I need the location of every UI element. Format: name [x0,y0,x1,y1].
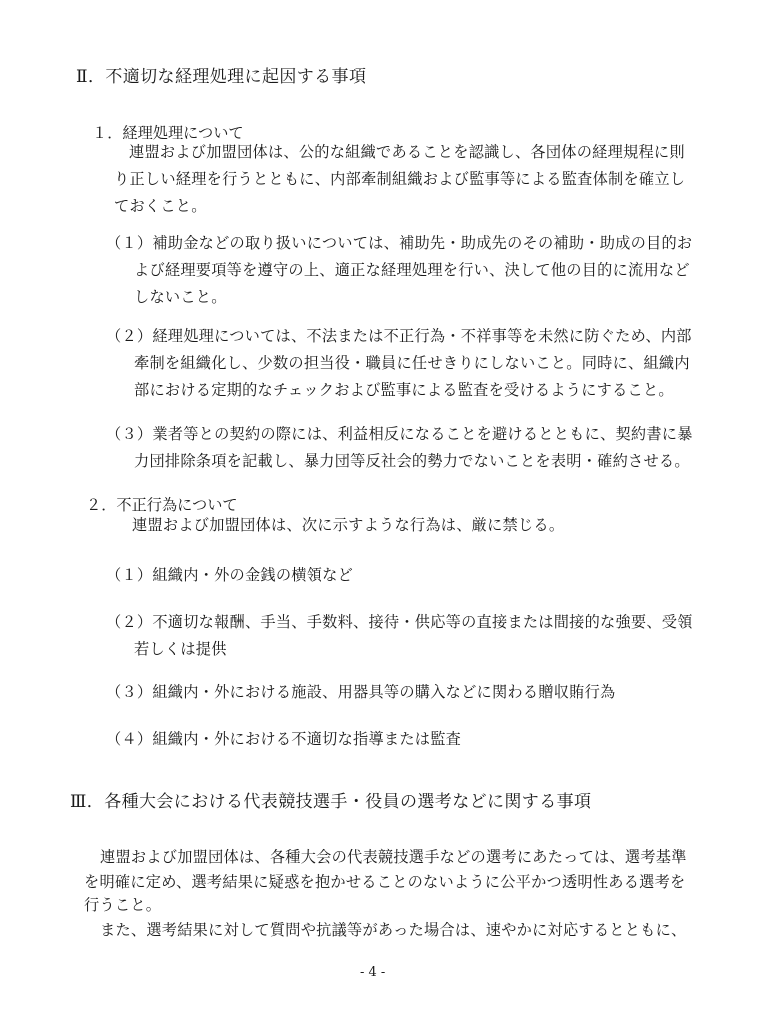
text-line: 連盟および加盟団体は、各種大会の代表競技選手などの選考にあたっては、選考基準 [100,848,687,866]
text-line: よび経理要項等を遵守の上、適正な経理処理を行い、決して他の目的に流用など [134,261,690,279]
text-line: 若しくは提供 [134,640,227,658]
page-number: - 4 - [360,965,386,980]
item-1-sub-1 [106,230,692,311]
item-1-body [114,139,685,220]
text-line: （２）不適切な報酬、手当、手数料、接待・供応等の直接または間接的な強要、受領 [106,613,693,631]
item-2-body [132,512,564,539]
text-line: また、選考結果に対して質問や抗議等があった場合は、速やかに対応するとともに、 [100,921,687,939]
text-line: 部における定期的なチェックおよび監事による監査を受けるようにすること。 [134,381,674,399]
text-line: （１）補助金などの取り扱いについては、補助先・助成先のその補助・助成の目的お [106,234,693,252]
text-line: 行うこと。 [84,896,162,914]
item-2-sub-3 [106,679,615,706]
section-2-title: Ⅱ．不適切な経理処理に起因する事項 [76,67,367,87]
item-1-title: １．経理処理について [92,124,244,142]
item-2-sub-4 [106,726,461,753]
item-1-sub-3 [106,421,693,475]
item-1-sub-2 [106,323,692,404]
text-line: （４）組織内・外における不適切な指導または監査 [106,730,462,748]
text-line: 連盟および加盟団体は、次に示すような行為は、厳に禁じる。 [132,516,565,534]
item-2-sub-1 [106,562,353,589]
text-line: 連盟および加盟団体は、公的な組織であることを認識し、各団体の経理規程に則 [129,143,685,161]
section-3-body [84,844,687,943]
text-line: （１）組織内・外の金銭の横領など [106,566,353,584]
item-2-title: ２．不正行為について [86,496,238,514]
text-line: を明確に定め、選考結果に疑惑を抱かせることのないように公平かつ透明性ある選考を [84,873,686,891]
section-3-title: Ⅲ．各種大会における代表競技選手・役員の選考などに関する事項 [70,792,592,812]
text-line: （２）経理処理については、不法または不正行為・不祥事等を未然に防ぐため、内部 [106,327,692,345]
text-line: （３）業者等との契約の際には、利益相反になることを避けるとともに、契約書に暴 [106,425,693,443]
text-line: 牽制を組織化し、少数の担当役・職員に任せきりにしないこと。同時に、組織内 [134,354,690,372]
text-line: （３）組織内・外における施設、用器具等の購入などに関わる贈収賄行為 [106,683,616,701]
text-line: 力団排除条項を記載し、暴力団等反社会的勢力でないことを表明・確約させる。 [134,452,690,470]
text-line: しないこと。 [134,288,227,306]
text-line: ておくこと。 [114,197,207,215]
text-line: り正しい経理を行うとともに、内部牽制組織および監事等による監査体制を確立し [114,170,686,188]
item-2-sub-2 [106,609,693,663]
